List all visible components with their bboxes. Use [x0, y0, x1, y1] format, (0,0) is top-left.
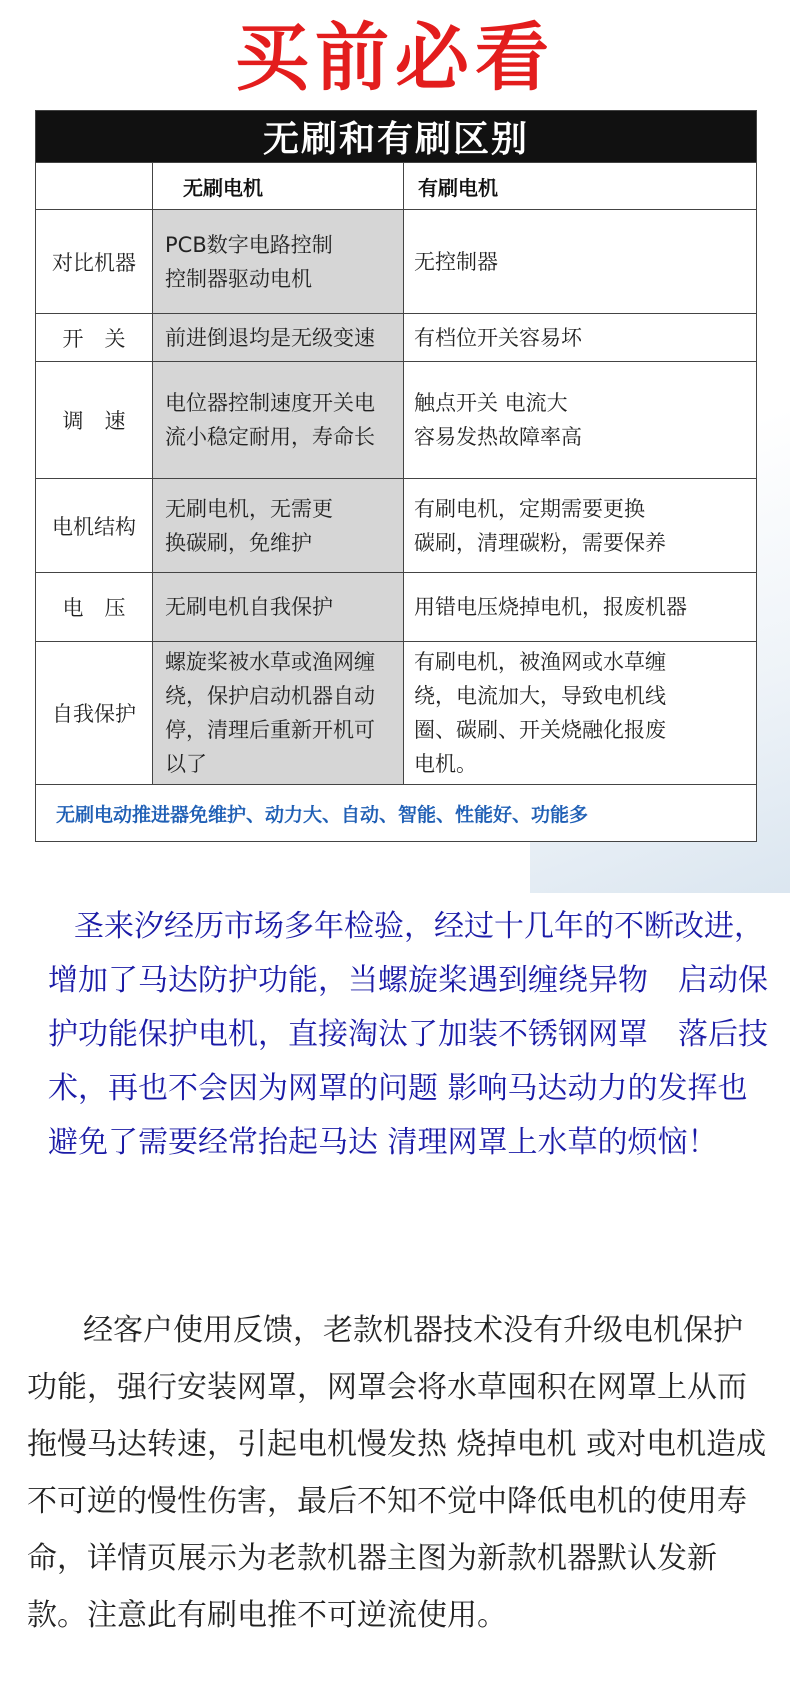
cell-brushed-self-protection: 有刷电机，被渔网或水草缠 绕，电流加大，导致电机线 圈、碳刷、开关烧融化报废 电机。: [404, 642, 757, 785]
cell-brushless-voltage: 无刷电机自我保护: [153, 573, 404, 642]
comparison-table: [35, 110, 757, 842]
cell-brushless-speed: 电位器控制速度开关电 流小稳定耐用，寿命长: [153, 362, 404, 479]
paragraph-upgrade: 圣来汐经历市场多年检验，经过十几年的不断改进， 增加了马达防护功能，当螺旋桨遇到缠绕异物 启动保护功能保护电机，直接淘汰了加装不锈钢网罩 落后技术，再也不会因为网罩的问题 影响马达动力的发挥也避免了需要经常抬起马达 清理网罩上水草的烦恼！: [48, 909, 779, 1160]
row-label-voltage: 电 压: [36, 573, 153, 642]
cell-brushless-switch: 前进倒退均是无级变速: [153, 314, 404, 362]
row-label-motor-structure: 电机结构: [36, 479, 153, 573]
cell-brushless-controller: PCB数字电路控制 控制器驱动电机: [153, 210, 404, 314]
cell-brushed-motor-structure: 有刷电机，定期需要更换 碳刷，清理碳粉，需要保养: [404, 479, 757, 573]
paragraph-feedback: 经客户使用反馈，老款机器技术没有升级电机保护功能，强行安装网罩，网罩会将水草囤积在网罩上从而拖慢马达转速，引起电机慢发热 烧掉电机 或对电机造成不可逆的慢性伤害，最后不知不觉中降低电机的使用寿命，详情页展示为老款机器主图为新款机器默认发新款。注意此有刷电推不可逆流使用。: [27, 1313, 767, 1633]
row-label-controller: 对比机器: [36, 210, 153, 314]
cell-brushed-speed: 触点开关 电流大 容易发热故障率高: [404, 362, 757, 479]
row-label-self-protection: 自我保护: [36, 642, 153, 785]
col-header-brushless: 无刷电机: [153, 163, 404, 210]
cell-brushed-switch: 有档位开关容易坏: [404, 314, 757, 362]
comparison-panel: [0, 103, 790, 893]
col-header-brushed: 有刷电机: [404, 163, 757, 210]
cell-brushed-voltage: 用错电压烧掉电机，报废机器: [404, 573, 757, 642]
page-title: 买前必看: [235, 15, 555, 101]
cell-brushless-self-protection: 螺旋桨被水草或渔网缠 绕，保护启动机器自动 停，清理后重新开机可 以了: [153, 642, 404, 785]
row-label-speed: 调 速: [36, 362, 153, 479]
cell-brushless-motor-structure: 无刷电机，无需更 换碳刷，免维护: [153, 479, 404, 573]
cell-brushed-controller: 无控制器: [404, 210, 757, 314]
table-title: 无刷和有刷区别: [36, 111, 757, 163]
row-label-switch: 开 关: [36, 314, 153, 362]
col-header-label: [36, 163, 153, 210]
summary-banner: 无刷电动推进器免维护、动力大、自动、智能、性能好、功能多: [36, 785, 757, 842]
